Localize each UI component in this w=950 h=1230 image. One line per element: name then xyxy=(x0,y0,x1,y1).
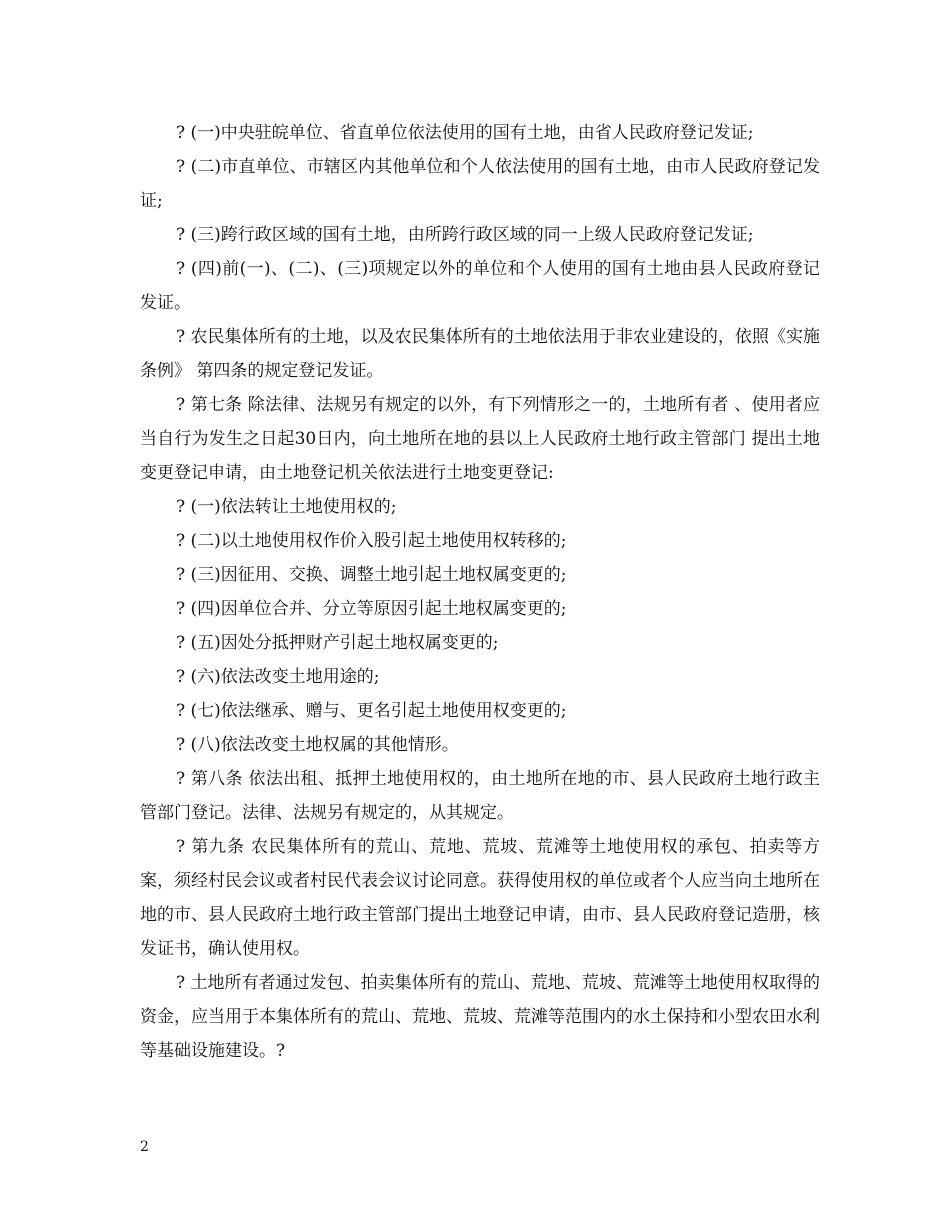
paragraph-4: ? (四)前(一)、(二)、(三)项规定以外的单位和个人使用的国有土地由县人民政府登记发证。 xyxy=(140,259,820,313)
paragraph-11: ? (五)因处分抵押财产引起土地权属变更的; xyxy=(176,633,499,653)
paragraph-5: ? 农民集体所有的土地，以及农民集体所有的土地依法用于非农业建设的，依照《实施条例》 第四条的规定登记发证。 xyxy=(140,327,820,381)
paragraph-15: ? 第八条 依法出租、抵押土地使用权的，由土地所在地的市、县人民政府土地行政主管部门登记。法律、法规另有规定的，从其规定。 xyxy=(140,769,820,823)
paragraph-8: ? (二)以土地使用权作价入股引起土地使用权转移的; xyxy=(176,531,567,551)
paragraph-2: ? (二)市直单位、市辖区内其他单位和个人依法使用的国有土地，由市人民政府登记发证; xyxy=(140,157,820,211)
paragraph-3: ? (三)跨行政区域的国有土地，由所跨行政区域的同一上级人民政府登记发证; xyxy=(176,225,754,245)
paragraph-10: ? (四)因单位合并、分立等原因引起土地权属变更的; xyxy=(176,599,567,619)
paragraph-12: ? (六)依法改变土地用途的; xyxy=(176,667,380,687)
page-number: 2 xyxy=(140,1139,149,1155)
paragraph-1: ? (一)中央驻皖单位、省直单位依法使用的国有土地，由省人民政府登记发证; xyxy=(176,123,754,143)
paragraph-17: ? 土地所有者通过发包、拍卖集体所有的荒山、荒地、荒坡、荒滩等土地使用权取得的资金，应当用于本集体所有的荒山、荒地、荒坡、荒滩等范围内的水土保持和小型农田水利等基础设施建设。? xyxy=(140,973,820,1061)
document-body xyxy=(140,116,820,1068)
paragraph-6: ? 第七条 除法律、法规另有规定的以外，有下列情形之一的，土地所有者 、使用者应当自行为发生之日起30日内，向土地所在地的县以上人民政府土地行政主管部门 提出土地变更登记申请，由土地登记机关依法进行土地变更登记: xyxy=(140,395,820,483)
paragraph-9: ? (三)因征用、交换、调整土地引起土地权属变更的; xyxy=(176,565,567,585)
paragraph-7: ? (一)依法转让土地使用权的; xyxy=(176,497,397,517)
paragraph-14: ? (八)依法改变土地权属的其他情形。 xyxy=(176,735,459,755)
paragraph-13: ? (七)依法继承、赠与、更名引起土地使用权变更的; xyxy=(176,701,567,721)
paragraph-16: ? 第九条 农民集体所有的荒山、荒地、荒坡、荒滩等土地使用权的承包、拍卖等方案，须经村民会议或者村民代表会议讨论同意。获得使用权的单位或者个人应当向土地所在地的市、县人民政府土地行政主管部门提出土地登记申请，由市、县人民政府登记造册，核发证书，确认使用权。 xyxy=(140,837,820,959)
